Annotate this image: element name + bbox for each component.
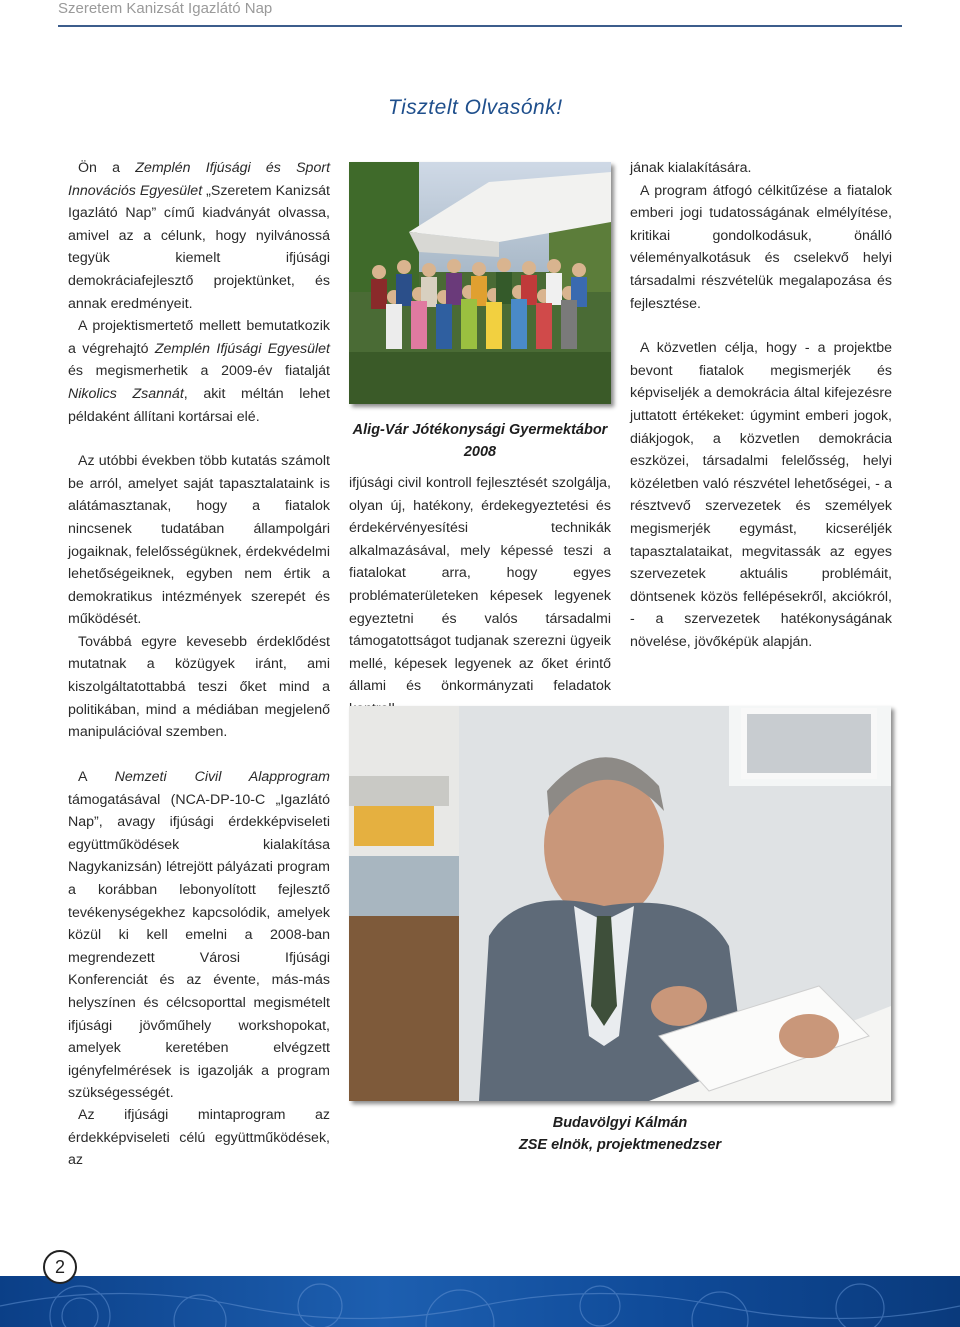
paragraph: Az ifjúsági mintaprogram az érdekképviseleti célú együttműködések, az — [68, 1107, 330, 1169]
footer-band — [0, 1276, 960, 1327]
column-1-end — [68, 1104, 330, 1172]
greeting-heading: Tisztelt Olvasónk! — [388, 96, 563, 119]
column-2 — [349, 472, 611, 721]
paragraph: Továbbá egyre kevesebb érdeklődést mutatnak a közügyek iránt, ami kiszolgáltatottabbá teszi őket mind a politikában, mind a médiában megjelenő manipulációval szemben. — [68, 633, 330, 741]
photo-caption: Alig-Vár Jótékonysági Gyermektábor 2008 — [352, 422, 608, 460]
paragraph: A Nemzeti Civil Alapprogram támogatásával (NCA-DP-10-C „Igazlátó Nap”, avagy ifjúsági érdekképviseleti együttműködések kialakítása Nagykanizsán) létrejött pályázati program a korábban lebonyolított fejlesztő tevékenységekhez kapcsolódik, amelyek közül ki kell emelni a 2008-ban megrendezett Városi Ifjúsági Konferenciát és az évente, más-más helyszínen és célcsoporttal megismételt ifjúsági jövőműhely workshopokat, amelyek keretében elvégzett igényfelmérések is igazolják a program szükségességét. — [68, 769, 330, 1102]
portrait-photo — [349, 706, 891, 1101]
header-rule — [58, 25, 902, 27]
page-number: 2 — [43, 1250, 77, 1284]
caption-role: ZSE elnök, projektmenedzser — [518, 1137, 722, 1153]
column-1-continued — [68, 766, 330, 1105]
caption-name: Budavölgyi Kálmán — [552, 1115, 688, 1131]
column-1 — [68, 157, 330, 744]
running-header: Szeretem Kanizsát Igazlátó Nap — [58, 0, 273, 17]
paragraph: ifjúsági civil kontroll fejlesztését szolgálja, olyan új, hatékony, érdekegyeztetési és érdekérvényesítési technikák alkalmazásával, mely képessé teszi a fiatalokat arra, hogy egyes problématerületeken képesek legyenek egyeztetni és valós társadalmi támogatottságot tudjanak szerezni ügyeik mellé, képesek legyenek az őket érintő állami és önkormányzati feladatok — [349, 475, 611, 695]
group-photo — [349, 162, 611, 404]
paragraph: A közvetlen célja, hogy - a projektbe bevont fiatalok megismerjék és képviseljék a demokrácia által kifejezésre juttatott értékeket: úgymint emberi jogok, diákjogok, a közvetlen demokrácia eszközei, társadalmi felelősség, helyi közéletben való részvétel lehetőségei, - a résztvevő szervezetek és személyek megismerjék egymást, kicseréljék tapasztalataikat, megvitassák az egyes szervezetek aktuális problémáit, döntsenek közös fellépésekről, akciókról, - a szervezetek hatékonyságának növelése, jövőképük alapján. — [630, 340, 892, 650]
paragraph: A projektismertető mellett bemutatkozik a végrehajtó Zemplén Ifjúsági Egyesület és megismerhetik a 2009-év fiatalját Nikolics Zsannát, akit méltán lehet példaként állítani kortársai elé. — [68, 318, 330, 425]
paragraph: Ön a Zemplén Ifjúsági és Sport Innovációs Egyesület „Szeretem Kanizsát Igazlátó Nap” című kiadványát olvassa, amivel az a célunk, hogy nyilvánossá tegyük kiemelt ifjúsági demokráciafejlesztő projektünket, és annak eredményeit. — [68, 160, 331, 312]
paragraph: A program átfogó célkitűzése a fiatalok emberi jogi tudatosságának elmélyítése, kritikai gondolkodásuk, önálló véleményalkotásuk és cselekvő helyi társadalmi részvételük megalapozása és fejlesztése. — [630, 182, 892, 312]
column-3 — [630, 157, 892, 653]
paragraph: jának kialakítására. — [630, 160, 752, 176]
paragraph: Az utóbbi években több kutatás számolt be arról, amelyet saját tapasztalataink is alátámasztanak, hogy a fiatalok nincsenek tudatában állampolgári jogaiknak, felelősségüknek, érdekvédelmi lehetőségeiknek, egyben nem értik a demokratikus intézmények szerepét és működését. — [68, 453, 330, 628]
portrait-caption — [480, 1112, 760, 1156]
